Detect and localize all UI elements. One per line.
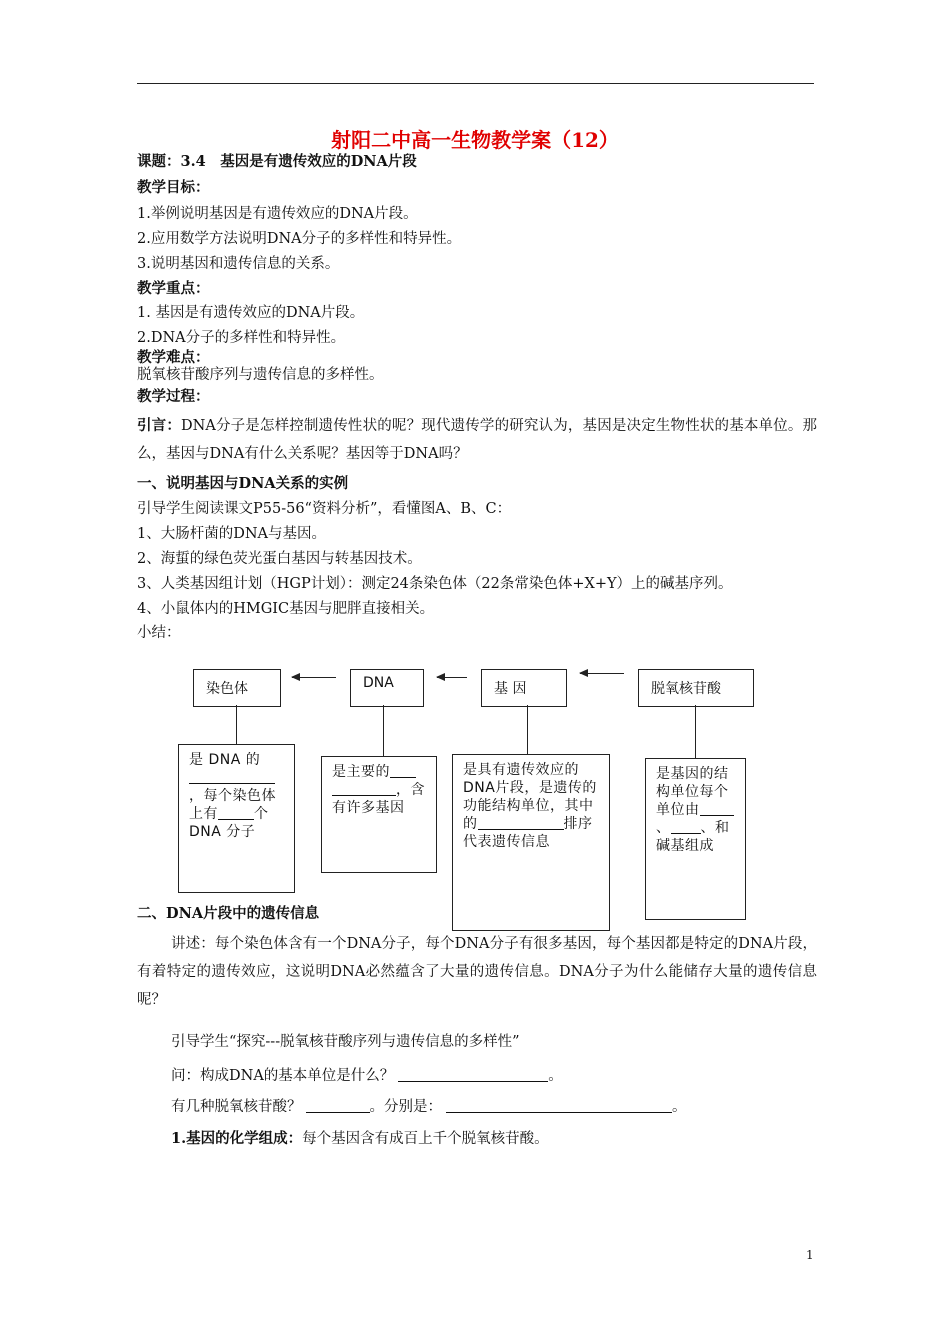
blank-line <box>671 819 701 834</box>
section1-item: 3、人类基因组计划（HGP计划）：测定24条染色体（22条常染色体+X+Y）上的碱基序列。 <box>137 576 733 592</box>
objective-item: 1.举例说明基因是有遗传效应的DNA片段。 <box>137 206 418 222</box>
intro-text: DNA分子是怎样控制遗传性状的呢？现代遗传学的研究认为，基因是决定生物性状的基本单位。那么，基因与DNA有什么关系呢？基因等于DNA吗？ <box>137 418 818 462</box>
section2-guide: 引导学生“探究---脱氧核苷酸序列与遗传信息的多样性” <box>171 1034 520 1050</box>
header-rule <box>137 83 814 84</box>
section1-heading: 一、说明基因与DNA关系的实例 <box>137 475 349 492</box>
chromosome-box <box>193 669 281 707</box>
connector-line <box>527 705 528 755</box>
difficulty-text: 脱氧核苷酸序列与遗传信息的多样性。 <box>137 367 384 383</box>
blank-line <box>332 781 396 796</box>
nucleotide-label: 脱氧核苷酸 <box>651 681 721 697</box>
nucleotide-box <box>638 669 754 707</box>
answer-blank[interactable] <box>398 1067 548 1082</box>
desc-text: 是基因的结构单位每个单位由 <box>656 766 729 818</box>
section1-guide: 引导学生阅读课文P55-56“资料分析”，看懂图A、B、C： <box>137 501 512 517</box>
desc-text: 、和碱基组成 <box>656 820 730 854</box>
topic-line: 课题：3.4 基因是有遗传效应的DNA片段 <box>137 153 417 170</box>
arrow-dna-to-chromosome <box>292 677 336 678</box>
point-1 <box>171 1129 549 1149</box>
section1-item: 4、小鼠体内的HMGIC基因与肥胖直接相关。 <box>137 601 435 617</box>
section1-item: 2、海蜇的绿色荧光蛋白基因与转基因技术。 <box>137 551 422 567</box>
question-text: 。 <box>672 1099 687 1115</box>
intro-paragraph <box>137 412 817 468</box>
blank-line <box>700 801 734 816</box>
answer-blank[interactable] <box>306 1098 370 1113</box>
page-number: 1 <box>806 1248 814 1262</box>
summary-label: 小结： <box>137 625 181 641</box>
point-label: 1.基因的化学组成： <box>171 1130 303 1147</box>
point-text: 每个基因含有成百上千个脱氧核苷酸。 <box>302 1131 549 1147</box>
lecture-paragraph: 讲述：每个染色体含有一个DNA分子，每个DNA分子有很多基因，每个基因都是特定的DNA片段，有着特定的遗传效应，这说明DNA必然蕴含了大量的遗传信息。DNA分子为什么能储存大量的遗传信息呢？ <box>137 936 817 1008</box>
desc-text: 是 DNA 的 <box>189 752 261 768</box>
dna-description <box>321 756 437 873</box>
blank-line <box>478 815 530 830</box>
desc-text: 、 <box>656 820 671 836</box>
question-text: 问：构成DNA的基本单位是什么？ <box>171 1068 395 1084</box>
blank-line <box>189 769 275 784</box>
page-title: 射阳二中高一生物教学案（12） <box>331 128 619 152</box>
keypoint-item: 1. 基因是有遗传效应的DNA片段。 <box>137 305 365 321</box>
connector-line <box>695 705 696 765</box>
objective-item: 2.应用数学方法说明DNA分子的多样性和特异性。 <box>137 231 462 247</box>
dna-box <box>350 669 424 707</box>
desc-text: 是具有遗传效应的DNA片段，是遗传的功能结构单位，其中的 <box>463 762 597 832</box>
arrow-gene-to-dna <box>437 677 467 678</box>
chromosome-description <box>178 744 295 893</box>
objectives-heading: 教学目标： <box>137 179 210 196</box>
blank-line <box>390 763 416 778</box>
connector-line <box>383 705 384 757</box>
question-text: 。分别是： <box>369 1099 442 1115</box>
question-text: 有几种脱氧核苷酸？ <box>171 1099 302 1115</box>
intro-label: 引言： <box>137 417 181 434</box>
question-2 <box>171 1097 687 1117</box>
gene-label: 基 因 <box>494 681 527 697</box>
keypoints-heading: 教学重点： <box>137 280 210 297</box>
answer-blank[interactable] <box>446 1098 672 1113</box>
objective-item: 3.说明基因和遗传信息的关系。 <box>137 256 340 272</box>
gene-box <box>481 669 567 707</box>
section1-item: 1、大肠杆菌的DNA与基因。 <box>137 526 327 542</box>
arrow-nucleotide-to-gene <box>580 673 624 674</box>
keypoint-item: 2.DNA分子的多样性和特异性。 <box>137 330 346 346</box>
connector-line <box>236 705 237 745</box>
question-text: 。 <box>548 1068 563 1084</box>
question-1 <box>171 1066 563 1086</box>
desc-text: ，每个染色体上有 <box>189 788 276 822</box>
blank-line <box>530 815 564 830</box>
blank-line <box>218 805 254 820</box>
process-heading: 教学过程： <box>137 388 210 405</box>
desc-text: 个 DNA 分子 <box>189 806 269 840</box>
chromosome-label: 染色体 <box>206 681 248 697</box>
desc-text: 排序代表遗传信息 <box>463 816 593 850</box>
desc-text: ，含有许多基因 <box>332 782 425 816</box>
section2-heading: 二、DNA片段中的遗传信息 <box>137 905 320 922</box>
desc-text: 是主要的 <box>332 764 390 780</box>
dna-label: DNA <box>363 675 394 691</box>
difficulty-heading: 教学难点： <box>137 349 210 366</box>
gene-description <box>452 754 610 931</box>
nucleotide-description <box>645 758 746 920</box>
